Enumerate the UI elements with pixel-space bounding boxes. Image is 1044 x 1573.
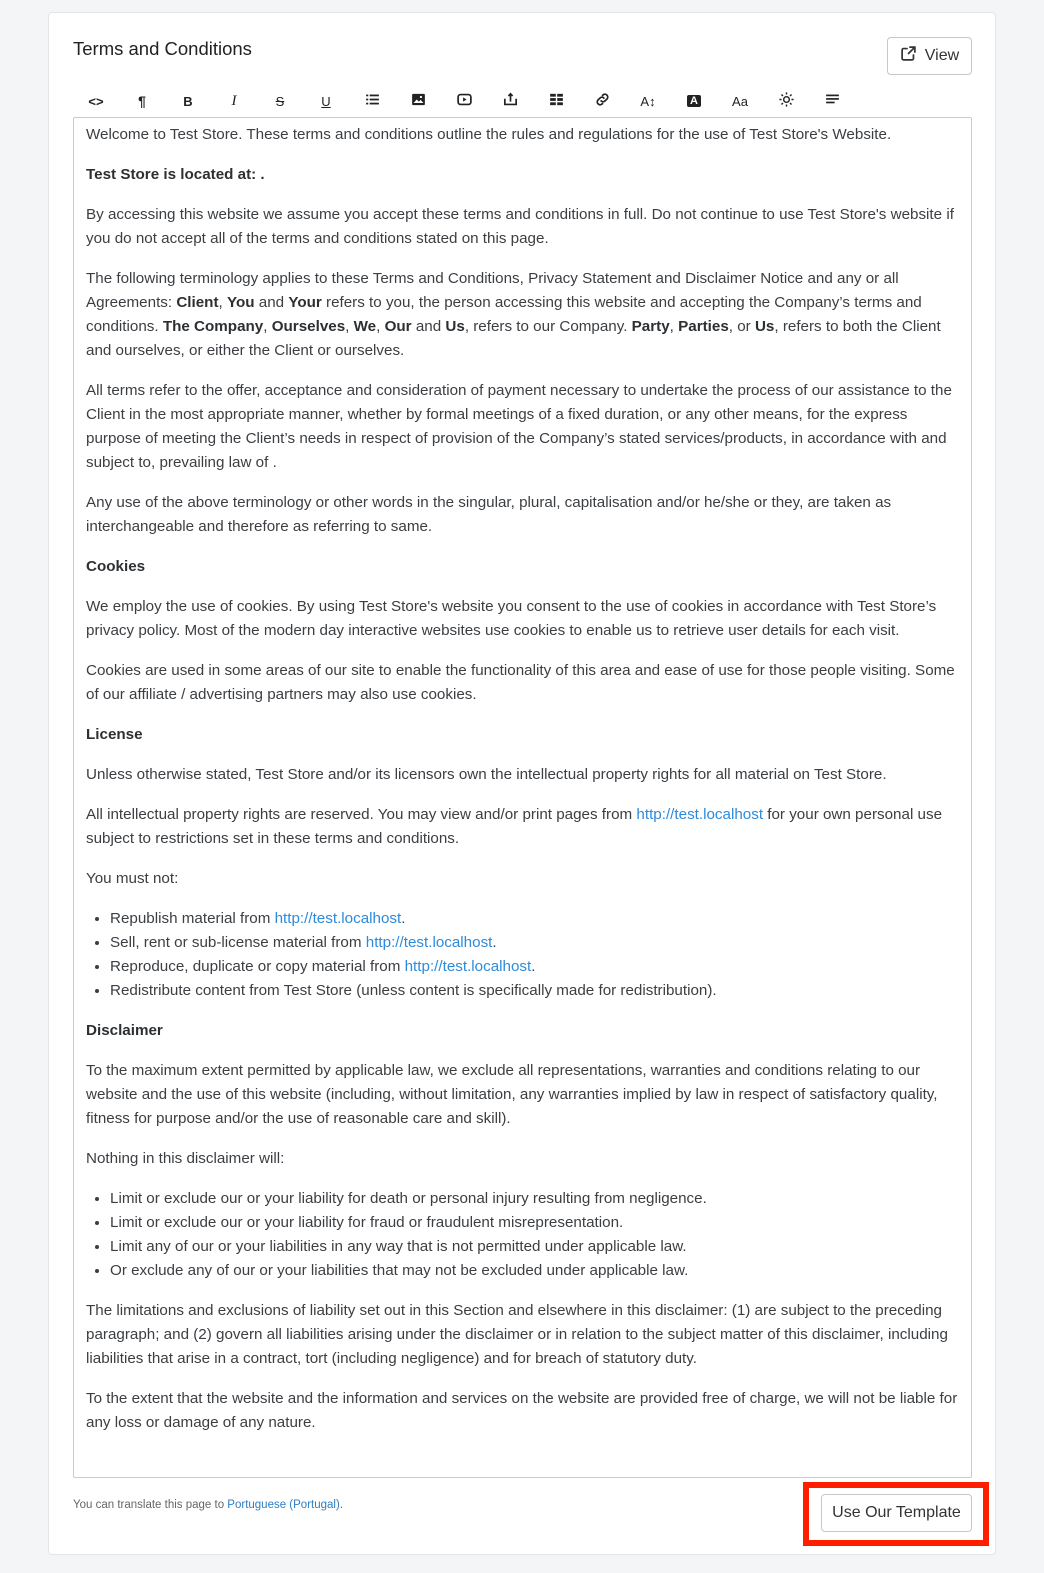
list-item: • Republish material from http://test.localhost.	[110, 907, 959, 931]
font-size-button[interactable]	[625, 89, 671, 113]
paragraph: The limitations and exclusions of liability set out in this Section and elsewhere in this disclaimer: (1) are subject to the preceding paragraph; and (2) govern all liabilities arising under the disclaimer or in relation to the subject matter of this disclaimer, including liabilities that arise in a contract, tort (including negligence) and for breach of statutory duty.	[86, 1302, 948, 1367]
background-color-button[interactable]	[763, 89, 809, 113]
paragraph: All intellectual property rights are reserved. You may view and/or print pages from http://test.localhost for your own personal use subject to restrictions set in these terms and conditions.	[86, 806, 943, 847]
paragraph: Any use of the above terminology or other words in the singular, plural, capitalisation and/or he/she or they, are taken as interchangeable and therefore as referring to same.	[86, 494, 892, 535]
italic-icon: I	[231, 92, 237, 109]
disclaimer-heading: Disclaimer	[86, 1022, 163, 1039]
strikethrough-icon: S	[275, 93, 285, 109]
list-item: • Sell, rent or sub-license material from http://test.localhost.	[110, 931, 959, 955]
align-button[interactable]	[809, 89, 855, 113]
strikethrough-button[interactable]	[257, 89, 303, 113]
view-button[interactable]	[887, 37, 972, 75]
brightness-icon	[778, 91, 795, 111]
table-button[interactable]	[533, 89, 579, 113]
paragraph: Nothing in this disclaimer will:	[86, 1150, 285, 1167]
paragraph: Unless otherwise stated, Test Store and/or its licensors own the intellectual property rights for all material on Test Store.	[86, 766, 887, 783]
location-line: Test Store is located at: .	[86, 166, 265, 183]
paragraph: All terms refer to the offer, acceptance and consideration of payment necessary to undertake the process of our assistance to the Client in the most appropriate manner, whether by formal meetings of a fixed duration, or any other means, for the express purpose of meeting the Client’s needs in respect of provision of the Company’s stated services/products, in accordance with and subject to, prevailing law of .	[86, 382, 952, 471]
list-item: • Limit or exclude our or your liability for death or personal injury resulting from negligence.	[110, 1187, 959, 1211]
table-icon	[548, 91, 565, 111]
link-button[interactable]	[579, 89, 625, 113]
use-our-template-button[interactable]: Use Our Template	[821, 1494, 972, 1532]
underline-button[interactable]	[303, 89, 349, 113]
panel-title: Terms and Conditions	[73, 38, 252, 59]
must-not-list	[86, 907, 959, 1003]
paragraph: Welcome to Test Store. These terms and conditions outline the rules and regulations for the use of Test Store's Website.	[86, 126, 892, 143]
list-item: • Or exclude any of our or your liabilities that may not be excluded under applicable law.	[110, 1259, 959, 1283]
site-link[interactable]: http://test.localhost	[636, 806, 764, 823]
font-color-icon: A	[687, 95, 701, 107]
paragraph: To the maximum extent permitted by applicable law, we exclude all representations, warranties and conditions relating to our website and the use of this website (including, without limitation, any warranties implied by law in respect of satisfactory quality, fitness for purpose and/or the use of reasonable care and skill).	[86, 1062, 938, 1127]
code-icon: <>	[88, 93, 104, 109]
view-button-label: View	[924, 47, 960, 64]
terms-panel	[48, 12, 996, 1555]
code-view-button[interactable]	[73, 89, 119, 113]
paragraph: We employ the use of cookies. By using Test Store's website you consent to the use of cookies in accordance with Test Store’s privacy policy. Most of the modern day interactive websites use cookies to enable us to retrieve user details for each visit.	[86, 598, 937, 639]
cookies-heading: Cookies	[86, 558, 146, 575]
bold-button[interactable]	[165, 89, 211, 113]
font-size-icon: A↕	[640, 93, 656, 109]
list-button[interactable]	[349, 89, 395, 113]
external-link-icon	[900, 45, 917, 67]
paragraph-button[interactable]	[119, 89, 165, 113]
translate-note: You can translate this page to Portuguese (Portugal).	[73, 1499, 344, 1511]
align-left-icon	[824, 91, 841, 111]
site-link[interactable]: http://test.localhost	[404, 958, 532, 975]
embed-icon	[502, 91, 519, 111]
paragraph-icon: ¶	[138, 93, 146, 109]
translate-language-link[interactable]: Portuguese (Portugal)	[227, 1499, 340, 1511]
terms-editor[interactable]	[73, 117, 972, 1478]
editor-toolbar	[73, 89, 855, 113]
italic-button[interactable]	[211, 89, 257, 113]
list-item: • Limit or exclude our or your liability for fraud or fraudulent misrepresentation.	[110, 1211, 959, 1235]
list-item: • Limit any of our or your liabilities in any way that is not permitted under applicable law.	[110, 1235, 959, 1259]
list-item: • Redistribute content from Test Store (unless content is specifically made for redistribution).	[110, 979, 959, 1003]
video-button[interactable]	[441, 89, 487, 113]
text-case-button[interactable]	[717, 89, 763, 113]
list-item: • Reproduce, duplicate or copy material from http://test.localhost.	[110, 955, 959, 979]
image-button[interactable]	[395, 89, 441, 113]
image-icon	[410, 91, 427, 111]
site-link[interactable]: http://test.localhost	[365, 934, 493, 951]
bold-icon: B	[183, 93, 193, 109]
site-link[interactable]: http://test.localhost	[274, 910, 402, 927]
font-color-button[interactable]	[671, 89, 717, 113]
text-case-icon: Aa	[732, 93, 748, 109]
underline-icon: U	[321, 93, 331, 109]
paragraph: By accessing this website we assume you accept these terms and conditions in full. Do not continue to use Test Store's website if you do not accept all of the terms and conditions stated on this page.	[86, 206, 954, 247]
paragraph: To the extent that the website and the information and services on the website are provided free of charge, we will not be liable for any loss or damage of any nature.	[86, 1390, 958, 1431]
list-icon	[364, 91, 381, 111]
embed-button[interactable]	[487, 89, 533, 113]
link-icon	[594, 91, 611, 111]
paragraph: Cookies are used in some areas of our site to enable the functionality of this area and ease of use for those people visiting. Some of our affiliate / advertising partners may also use cookies.	[86, 662, 955, 703]
paragraph: You must not:	[86, 870, 179, 887]
license-heading: License	[86, 726, 143, 743]
video-icon	[456, 91, 473, 111]
disclaimer-list	[86, 1187, 959, 1283]
terminology-paragraph: The following terminology applies to these Terms and Conditions, Privacy Statement and Disclaimer Notice and any or all Agreements: Client, You and Your refers to you, the person accessing this website and accepting the Company’s terms and conditions. The Company, Ourselves, We, Our and Us, refers to our Company. Party, Parties, or Us, refers to both the Client and ourselves, or either the Client or ourselves.	[86, 270, 941, 359]
